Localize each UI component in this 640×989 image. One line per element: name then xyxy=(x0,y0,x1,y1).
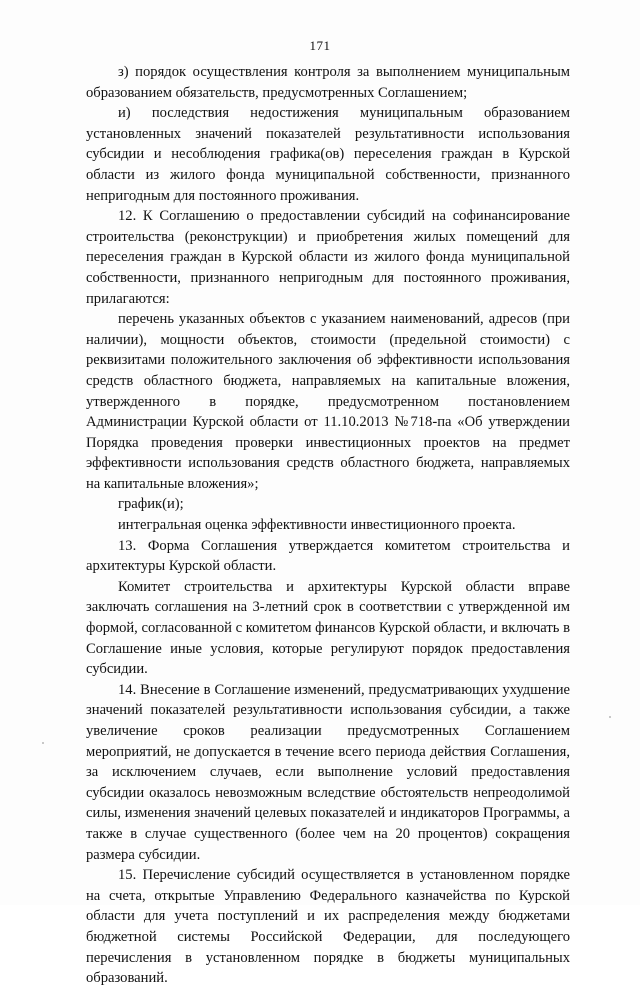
attachment-list-object-list: перечень указанных объектов с указанием наименований, адресов (при наличии), мощности объектов, стоимости (предельной стоимости) с реквизитами положительного заключения об эффективности использования средств областного бюджета, направляемых на капитальные вложения, утвержденного в порядке, предусмотренном постановлением Администрации Курской области от 11.10.2013 №718-па «Об утверждении Порядка проведения проверки инвестиционных проектов на предмет эффективности использования средств областного бюджета, направляемых на капитальные вложения»; xyxy=(86,311,570,492)
paragraph-12: 12. К Соглашению о предоставлении субсидий на софинансирование строительства (реконструкции) и приобретения жилых помещений для переселения граждан в Курской области из жилого фонда муниципальной собственности, признанного непригодным для постоянного проживания, прилагаются: xyxy=(86,208,570,307)
attachment-list-schedule: график(и); xyxy=(118,496,184,513)
paragraph-13-committee: Комитет строительства и архитектуры Курской области вправе заключать соглашения на 3-летний срок в соответствии с утвержденной им формой, согласованной с комитетом финансов Курской области, и включать в Соглашение иные условия, которые регулируют порядок предоставления субсидии. xyxy=(86,578,570,678)
paragraph-13: 13. Форма Соглашения утверждается комитетом строительства и архитектуры Курской области. xyxy=(86,537,570,575)
paragraph-item-z: з) порядок осуществления контроля за выполнением муниципальным образованием обязательств, предусмотренных Соглашением; xyxy=(86,64,570,101)
paragraph-15: 15. Перечисление субсидий осуществляется в установленном порядке на счета, открытые Управлению Федерального казначейства по Курской области для учета поступлений и их распределения между бюджетами бюджетной системы Российской Федерации, для последующего перечисления в установленном порядке в бюджеты муниципальных образований. xyxy=(86,867,570,987)
paragraph-item-i: и) последствия недостижения муниципальным образованием установленных значений показателей результативности использования субсидии и несоблюдения графика(ов) переселения граждан в Курской области из жилого фонда муниципальной собственности, признанного непригодным для постоянного проживания. xyxy=(86,105,570,204)
scan-speck xyxy=(42,742,44,744)
paragraph-14: 14. Внесение в Соглашение изменений, предусматривающих ухудшение значений показателей результативности использования субсидии, а также увеличение сроков реализации предусмотренных Соглашением мероприятий, не допускается в течение всего периода действия Соглашения, за исключением случаев, если выполнение условий предоставления субсидии оказалось невозможным вследствие обстоятельств непреодолимой силы, изменения значений целевых показателей и индикаторов Программы, а также в случае существенного (более чем на 20 процентов) сокращения размера субсидии. xyxy=(86,681,570,863)
attachment-list-integral-assessment: интегральная оценка эффективности инвестиционного проекта. xyxy=(118,517,516,534)
scan-speck xyxy=(609,716,611,718)
document-body xyxy=(86,62,570,989)
page-number: 171 xyxy=(309,38,331,53)
